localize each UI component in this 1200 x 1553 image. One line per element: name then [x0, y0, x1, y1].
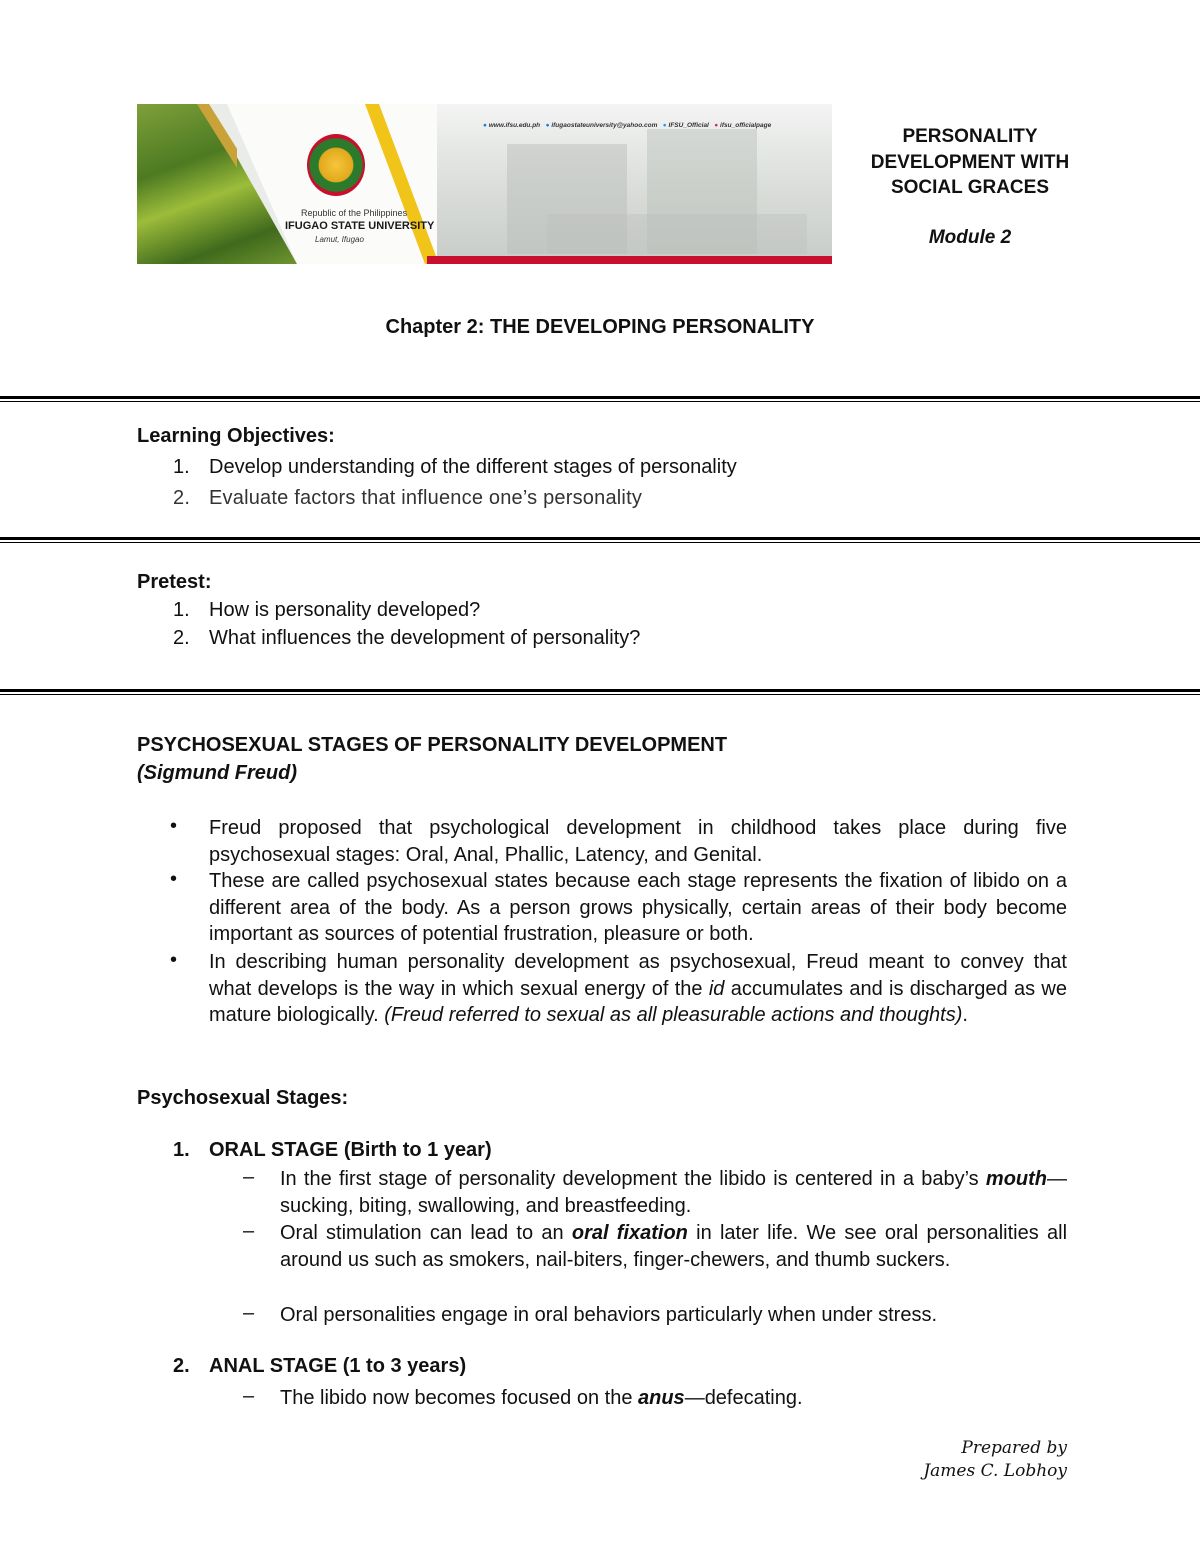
- university-seal-icon: [307, 134, 365, 196]
- divider: [0, 689, 1200, 692]
- dash-icon: –: [243, 1166, 255, 1188]
- divider: [0, 396, 1200, 399]
- chapter-title: Chapter 2: THE DEVELOPING PERSONALITY: [385, 316, 815, 338]
- university-location: Lamut, Ifugao: [315, 235, 364, 244]
- dash-icon: –: [243, 1302, 255, 1324]
- instagram-icon: ●: [714, 122, 719, 129]
- twitter-link: IFSU_Official: [668, 122, 709, 129]
- objectives-heading: Learning Objectives:: [137, 425, 335, 447]
- freud-bullet-2: These are called psychosexual states because each stage represents the fixation of libido on a different area of the body. As a person grows physically, certain areas of their body become important as sources of potential frustration, pleasure or both.: [209, 870, 1067, 945]
- divider: [0, 537, 1200, 540]
- course-title-line1: PERSONALITY: [902, 126, 1038, 147]
- module-label: Module 2: [928, 227, 1012, 248]
- freud-bullet-3: In describing human personality development as psychosexual, Freud meant to convey that what develops is the way in which sexual energy of the id accumulates and is discharged as we mature biologically. (Freud referred to sexual as all pleasurable actions and thoughts).: [209, 951, 1067, 1026]
- oral-detail-1: In the first stage of personality development the libido is centered in a baby’s mouth—sucking, biting, swallowing, and breastfeeding.: [280, 1168, 1067, 1217]
- website-link: www.ifsu.edu.ph: [488, 122, 541, 129]
- republic-text: Republic of the Philippines: [301, 208, 408, 218]
- section-author: (Sigmund Freud): [137, 762, 297, 784]
- oral-detail-3: Oral personalities engage in oral behaviors particularly when under stress.: [280, 1304, 938, 1326]
- freud-bullet-1: Freud proposed that psychological development in childhood takes place during five psychosexual stages: Oral, Anal, Phallic, Latency, and Genital.: [209, 817, 1067, 866]
- anal-detail-1: The libido now becomes focused on the anus—defecating.: [280, 1387, 803, 1409]
- course-title-line3: SOCIAL GRACES: [890, 177, 1049, 198]
- section-heading: PSYCHOSEXUAL STAGES OF PERSONALITY DEVELOPMENT: [137, 734, 728, 756]
- stages-heading: Psychosexual Stages:: [137, 1087, 349, 1109]
- twitter-icon: ●: [662, 122, 667, 129]
- prepared-by-label: Prepared by: [961, 1438, 1067, 1458]
- email-link: ifugaostateuniversity@yahoo.com: [551, 122, 658, 129]
- oral-detail-2: Oral stimulation can lead to an oral fixation in later life. We see oral personalities all around us such as smokers, nail-biters, finger-chewers, and thumb suckers.: [280, 1222, 1068, 1271]
- pretest-heading: Pretest:: [137, 571, 212, 593]
- facebook-icon: ●: [545, 122, 550, 129]
- dash-icon: –: [243, 1385, 255, 1407]
- university-name: IFUGAO STATE UNIVERSITY: [285, 220, 435, 232]
- instagram-link: ifsu_officialpage: [720, 122, 772, 129]
- banner-links: [483, 122, 771, 129]
- university-banner: [137, 104, 832, 264]
- dash-icon: –: [243, 1220, 255, 1242]
- author-name: James C. Lobhoy: [923, 1461, 1067, 1481]
- web-icon: ●: [483, 122, 487, 129]
- course-title-line2: DEVELOPMENT WITH: [870, 152, 1070, 173]
